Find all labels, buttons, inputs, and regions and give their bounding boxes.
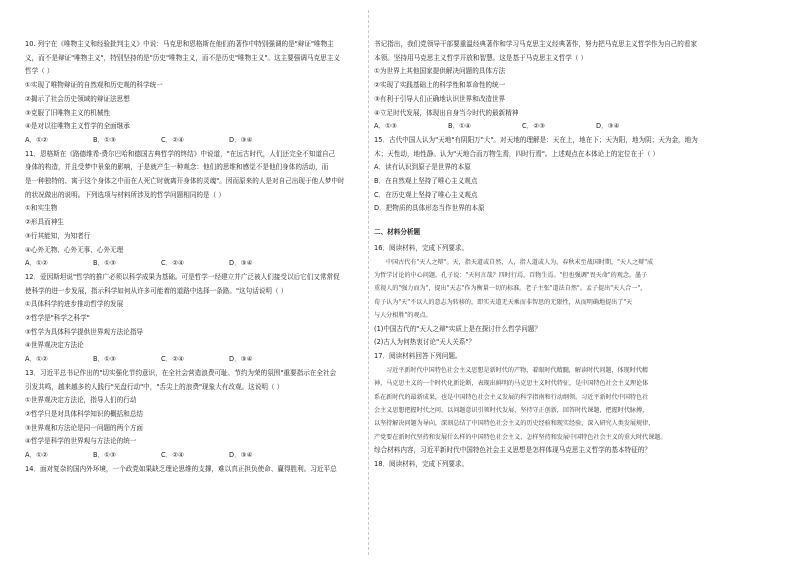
choice-d: D．③④ <box>229 135 253 144</box>
question-prompt: 综合材料内容，习近平新时代中国特色社会主义思想是怎样体现马克思主义哲学的基本特征的？ <box>374 446 651 455</box>
question-11 <box>25 148 365 271</box>
statement-option: ②实现了实践基础上的科学性和革命性的统一 <box>374 81 506 90</box>
choice-a: A．①② <box>25 135 48 144</box>
statement-option: ③克服了旧唯物主义的机械性 <box>25 108 111 117</box>
question-text: 身体的构造，并且受梦中景象的影响，于是就产生一种观念：他们的思维和感觉不是他们身体的活动，而 <box>25 163 329 172</box>
choice-a: A．①② <box>25 355 48 364</box>
passage-line: 会主义思想把握时代之问，以问题意识引领时代发展，坚持守正创新，回答时代课题，把握时代脉搏， <box>374 406 649 414</box>
passage-line: 为哲学讨论的中心问题。孔子说："天何言哉？四时行焉，百物生焉。"但也强调"畏天命"的观念。墨子 <box>374 271 648 279</box>
sub-question: (2)古人为何热衷讨论"天人关系"？ <box>374 338 476 347</box>
passage-line: 习近平新时代中国特色社会主义思想是新时代的产物，着眼时代精髓，解读时代问题，体现时代精 <box>386 366 649 374</box>
statement-option: ②形具而神生 <box>25 218 64 227</box>
statement-option: ③哲学为具体科学提供世界观方法论指导 <box>25 327 144 336</box>
choice-c: C．②③ <box>522 122 546 131</box>
choice-a: A．①② <box>25 259 48 268</box>
statement-option: ①为世界上其他国家提供解决问题的具体方法 <box>374 67 506 76</box>
material-passage <box>374 364 774 444</box>
question-10 <box>25 38 365 148</box>
question-text: 11．恩格斯在《路德维希·费尔巴哈和德国古典哲学的终结》中说道，"在远古时代，人们还完全不知道自己 <box>25 149 336 158</box>
choice-c: C．②④ <box>161 135 185 144</box>
question-text: 木；天性动，地性静。认为"天地合而万物生焉，四时行焉"。上述观点在本体论上的定位在于（ ） <box>374 149 660 158</box>
passage-line: 与人分相胜"的观点。 <box>374 312 432 320</box>
statement-option: ②揭示了社会历史领域的辩证法思想 <box>25 94 130 103</box>
choice-c: C．②④ <box>161 355 185 364</box>
choice-d: D．③④ <box>229 259 253 268</box>
choice-d: D．③④ <box>229 451 253 460</box>
question-text: 使科学的进一步发展，指示科学如何从许多可能着的道路中选择一条路。"这句话说明（ ） <box>25 286 288 295</box>
question-14 <box>25 463 365 477</box>
question-text: 引发共鸣，越来越多的人践行"光盘行动"中，"舌尖上的浪费"现象大有改观。这说明（ ） <box>25 382 284 391</box>
passage-line: 重视人的"强力而为"，提出"天志"作为衡量一切的标准。老子主张"道法自然"。孟子提出"天人合一"， <box>374 285 647 293</box>
statement-option: ①具体科学的进步推动哲学的发展 <box>25 300 124 309</box>
answer-choices <box>25 134 365 148</box>
statement-option: ③行其能知，为知者行 <box>25 231 91 240</box>
choice-b: B．①③ <box>93 451 116 460</box>
question-18 <box>374 458 774 472</box>
choice-b: B．在自然观上坚持了唯心主义观点 <box>374 177 478 186</box>
question-text: 的状况做出的说明。下列选项与材料所涉及的哲学问题相同的是（ ） <box>25 190 225 199</box>
answer-choices <box>25 449 365 463</box>
statement-option: ④世界观决定方法论 <box>25 341 84 350</box>
choice-b: B．①③ <box>93 355 116 364</box>
question-16 <box>374 242 774 350</box>
passage-line: 神，马克思主义的一个时代化新论断，表现出鲜明的马克思主义时代特征，是中国特色社会主义理论体 <box>374 380 649 388</box>
question-text: 义，而不是辩证"唯物主义"，特别坚持的是"历史"唯物主义，而不是历史"唯物主义"。这主要强调马克思主义 <box>25 53 340 62</box>
choice-a: A．①③ <box>374 122 397 131</box>
question-title: 17．阅读材料回答下列问题。 <box>374 351 462 360</box>
statement-option: ①世界观决定方法论，指导人们的行动 <box>25 396 137 405</box>
question-text: 10. 列宁在《唯物主义和经验批判主义》中说：马克思和恩格斯在他们的著作中特别强调的是"辩证"唯物主 <box>25 40 334 48</box>
passage-line: 产党要在新时代坚持和发展什么样的中国特色社会主义、怎样坚持和发展中国特色社会主义的重大时代课题。 <box>374 433 667 441</box>
statement-option: ①实现了唯物辩证的自然观和历史观的科学统一 <box>25 81 163 90</box>
answer-choices <box>25 353 365 367</box>
statement-option: ①和实生物 <box>25 204 58 213</box>
question-text: 13．习近平总书记作出的"切实强化节约意识，在全社会营造浪费可耻、节约为荣的氛围"重要指示在全社会 <box>25 368 337 377</box>
passage-line: 中国古代有"天人之辩"。天，指天道或自然，人，指人道或人为。春秋末至战国时期，"天人之辩"成 <box>386 258 654 266</box>
choice-c: C．在历史观上坚持了唯心主义观点 <box>374 190 478 199</box>
choice-c: C．②④ <box>161 451 185 460</box>
question-13 <box>25 367 365 463</box>
question-text: 本领。坚持用马克思主义哲学开放和智慧。这是基于马克思主义哲学（ ） <box>374 53 588 62</box>
statement-option: ③有利于引导人们正确地认识世界和改造世界 <box>374 94 506 103</box>
question-text: 15．古代中国人认为"天地"有阴阳万"大"。对天地的理解是：天在上，地在下；天为阳，地为阴；天为金，地为 <box>374 135 698 144</box>
statement-option: ②哲学是"科学之科学" <box>25 314 90 323</box>
statement-option: ④是对以往唯物主义哲学的全面继承 <box>25 122 130 131</box>
question-text: 哲学（ ） <box>25 67 54 76</box>
passage-line: 荀子认为"天"不以人的意志为转移的，即实天道无天乘而非智思的无限性，从而明确地提出了"天 <box>374 298 633 306</box>
statement-option: ④哲学是科学的世界观与方法论的统一 <box>25 437 137 446</box>
section-heading: 二、材料分析题 <box>374 228 421 237</box>
column-divider <box>368 10 369 555</box>
question-text: 14．面对复杂的国内外环境，一个政党如果缺乏理论思维的支撑，难以真正担负使命、赢得胜利。习近平总 <box>25 464 337 473</box>
answer-choices <box>25 257 365 271</box>
choice-c: C．②④ <box>161 259 185 268</box>
choice-d: D．③④ <box>596 122 620 131</box>
choice-a: A．读有认识到原子是世界的本原 <box>374 163 471 172</box>
question-text: 12．爱因斯坦说"哲学的推广必须以科学成果为基础。可是哲学一经建立并广泛被人们接受以后它们又常常促 <box>25 272 340 281</box>
choice-d: D．③④ <box>229 355 253 364</box>
question-17 <box>374 350 774 458</box>
question-text: 书记指出，我们党领导干部要重温经典著作和学习马克思主义经典著作，努力把马克思主义哲学作为自己的看家 <box>374 40 698 48</box>
passage-line: 系在新时代的最新成果，也是中国特色社会主义发展的科学指南和行动纲领。习近平新时代中国特色社 <box>374 393 649 401</box>
choice-b: B．①③ <box>93 135 116 144</box>
right-column <box>374 38 774 472</box>
question-title: 16．阅读材料，完成下列要求。 <box>374 243 469 252</box>
question-text: 是一种独特的、寓于这个身体之中而在人死亡时就离开身体的灵魂"。因而原来的人是对自己出现于他人梦中时 <box>25 177 345 186</box>
choice-d: D．把物质的具体形态当作世界的本原 <box>374 204 485 213</box>
question-14-continued <box>374 38 774 134</box>
choice-b: B．①③ <box>93 259 116 268</box>
statement-option: ④心外无物、心外无事、心外无理 <box>25 245 124 254</box>
choice-b: B．①④ <box>448 122 471 131</box>
answer-choices <box>374 120 774 134</box>
question-15 <box>374 134 774 216</box>
question-title: 18．阅读材料，完成下列要求。 <box>374 459 469 468</box>
choice-a: A．①② <box>25 451 48 460</box>
material-passage <box>374 256 774 323</box>
left-column <box>25 38 365 477</box>
sub-question: (1)中国古代的"天人之辩"实质上是在探讨什么哲学问题？ <box>374 324 542 333</box>
statement-option: ③世界观和方法论是同一问题的两个方面 <box>25 423 144 432</box>
statement-option: ②哲学只是对具体科学知识的概括和总结 <box>25 409 144 418</box>
passage-line: 以坚持解决问题为导向，深刻总结了中国特色社会主义的历史经验和现实经验，深入研究人类发展规律， <box>374 420 655 428</box>
question-12 <box>25 271 365 367</box>
statement-option: ④立足时代发展，体现出自身当今时代的最新精神 <box>374 108 519 117</box>
